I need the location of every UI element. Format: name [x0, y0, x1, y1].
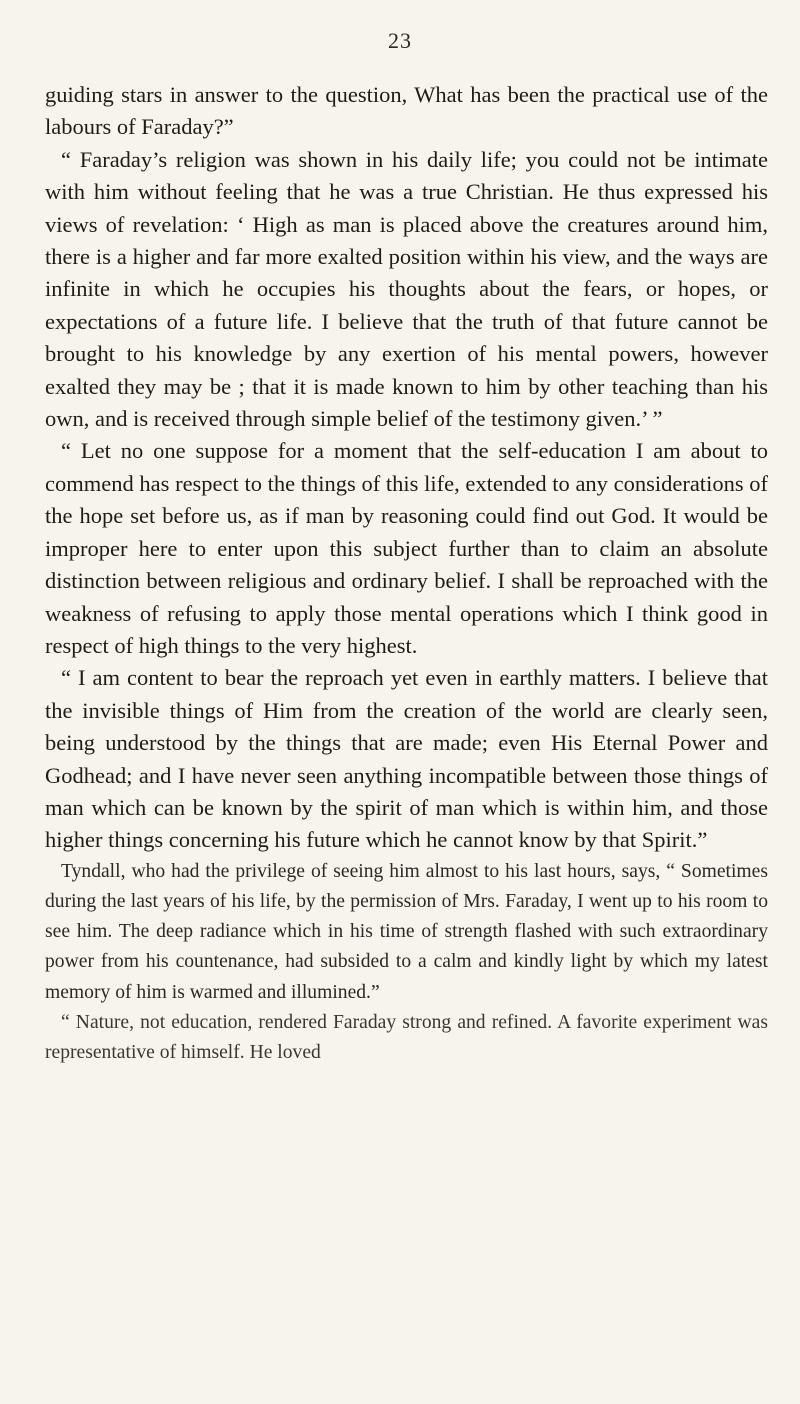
paragraph-4: “ I am content to bear the reproach yet even in earthly matters. I believe that the invisible things of Him from the creation of the world are clearly seen, being understood by the things that are made; even His Eternal Power and Godhead; and I have never seen anything incompatible between those things of man which can be known by the spirit of man which is within him, and those higher things concerning his future which he cannot know by that Spirit.”	[45, 665, 768, 853]
paragraph-1: guiding stars in answer to the question, What has been the practical use of the labours of Faraday?”	[45, 82, 768, 140]
paragraph-3: “ Let no one suppose for a moment that the self-education I am about to commend has respect to the things of this life, extended to any considerations of the hope set before us, as if man by reasoning could find out God. It would be improper here to enter upon this subject further than to claim an absolute distinction between religious and ordinary belief. I shall be reproached with the weakness of refusing to apply those mental operations which I think good in respect of high things to the very highest.	[45, 438, 768, 658]
page-number: 23	[388, 28, 412, 53]
body-text	[45, 79, 768, 1068]
paragraph-6: “ Nature, not education, rendered Faraday strong and refined. A favorite experiment was representative of himself. He loved	[45, 1011, 768, 1063]
paragraph-2: “ Faraday’s religion was shown in his daily life; you could not be intimate with him without feeling that he was a true Christian. He thus expressed his views of revelation: ‘ High as man is placed above the creatures around him, there is a higher and far more exalted position within his view, and the ways are infinite in which he occupies his thoughts about the fears, or hopes, or expectations of a future life. I believe that the truth of that future cannot be brought to his knowledge by any exertion of his mental powers, however exalted they may be ; that it is made known to him by other teaching than his own, and is received through simple belief of the testimony given.’ ”	[45, 146, 768, 432]
paragraph-5: Tyndall, who had the privilege of seeing him almost to his last hours, says, “ Sometimes during the last years of his life, by the permission of Mrs. Faraday, I went up to his room to see him. The deep radiance which in his time of strength flashed with such extraordinary power from his countenance, had subsided to a calm and kindly light by which my latest memory of him is warmed and illumined.”	[45, 860, 768, 1003]
